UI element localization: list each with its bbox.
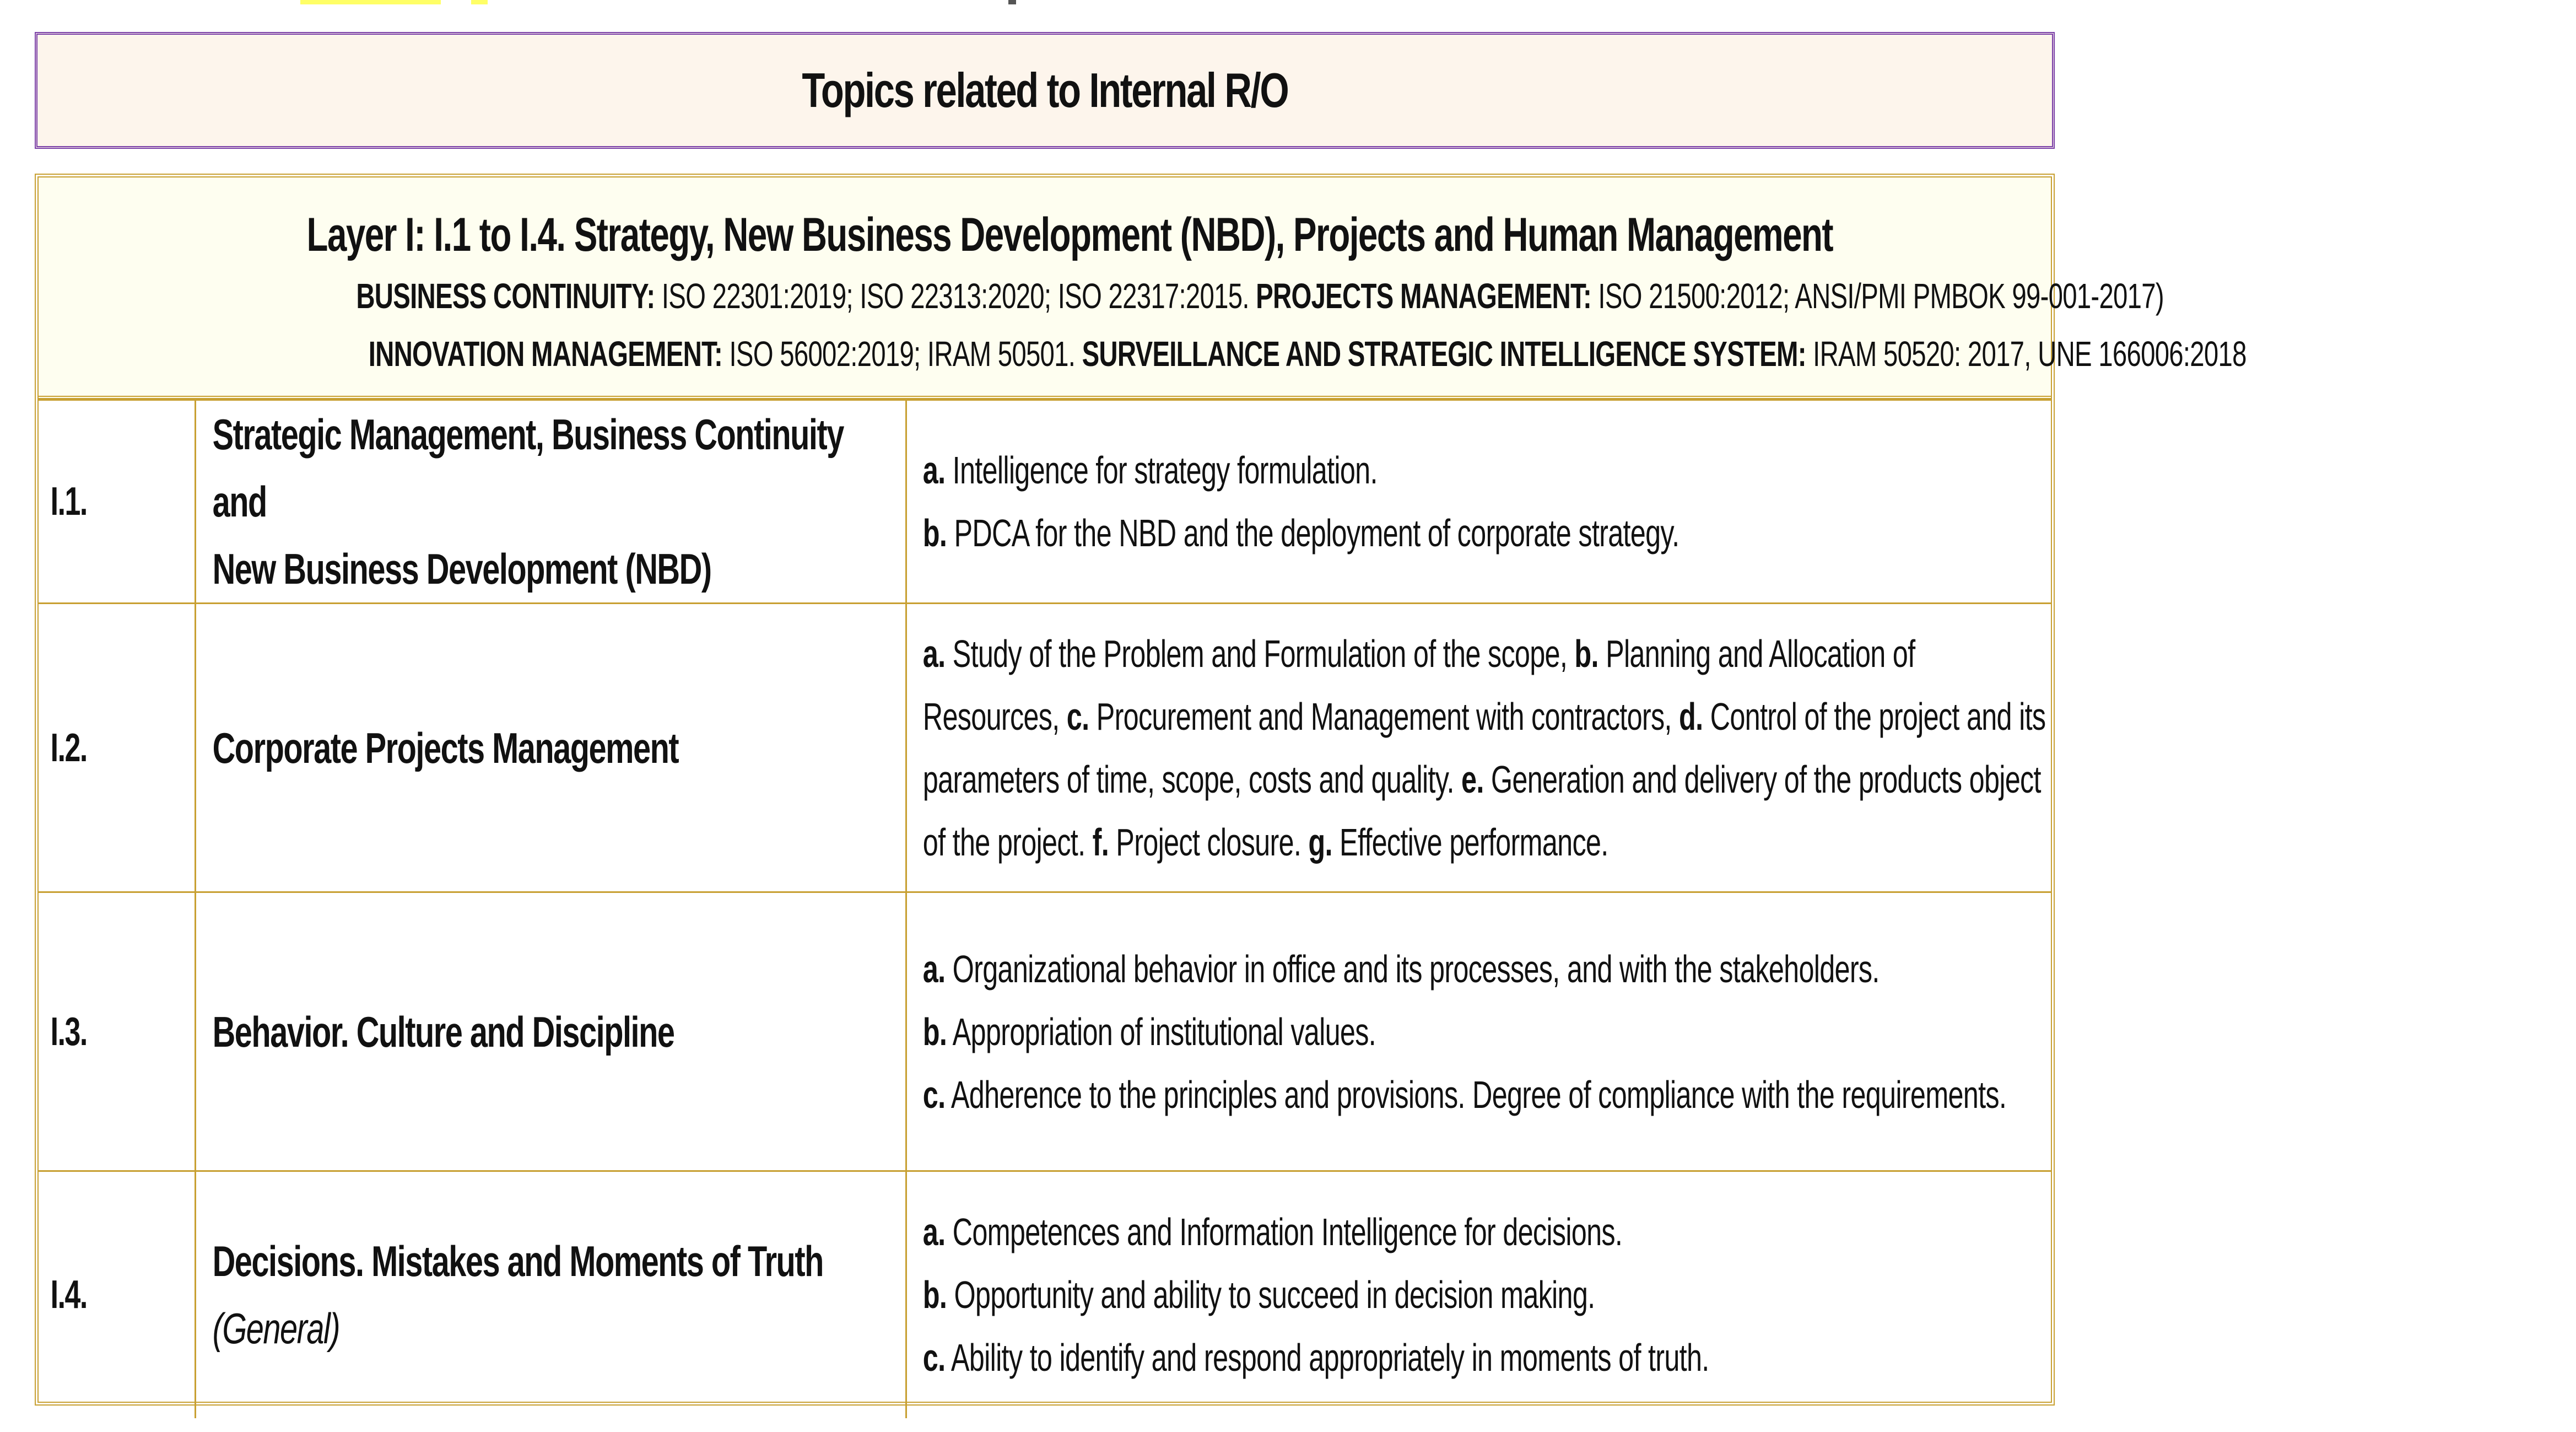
layer-table [35, 174, 2246, 1406]
standard-label: INNOVATION MANAGEMENT: [368, 334, 723, 374]
topic-title: Corporate Projects Management [212, 723, 678, 772]
topic-description [907, 439, 2050, 564]
list-item: a. Organizational behavior in office and its processes, and with the stakeholders. [922, 947, 1880, 990]
topic-title: Strategic Management, Business Continuity and New Business Development (NBD) [212, 410, 844, 593]
table-row [39, 400, 2051, 604]
title-box [35, 32, 2055, 149]
list-item: a. Study of the Problem and Formulation of the scope, b. Planning and Allocation of [922, 632, 1915, 675]
standard-label: BUSINESS CONTINUITY: [356, 276, 655, 316]
row-number: I.4. [50, 1273, 87, 1317]
layer-header [39, 177, 2246, 399]
list-item: b. PDCA for the NBD and the deployment of corporate strategy. [922, 512, 1679, 555]
list-item: Resources, c. Procurement and Management with contractors, d. Control of the project and its [922, 695, 2045, 738]
topic-title: Decisions. Mistakes and Moments of Truth (General) [196, 1228, 885, 1362]
list-item: a. Intelligence for strategy formulation. [922, 449, 1378, 492]
topic-description [907, 1200, 2050, 1389]
topic-note: (General) [212, 1304, 339, 1353]
layer-title: Layer I: I.1 to I.4. Strategy, New Business Development (NBD), Projects and Human Management [306, 208, 1833, 261]
topics-table [39, 399, 2051, 1418]
standard-text: ISO 56002:2019; IRAM 50501. [722, 334, 1082, 374]
list-item: b. Opportunity and ability to succeed in decision making. [922, 1273, 1595, 1317]
table-row [39, 892, 2051, 1171]
standard-text: ISO 22301:2019; ISO 22313:2020; ISO 22317:2015. [655, 276, 1256, 316]
list-item: c. Ability to identify and respond appropriately in moments of truth. [922, 1336, 1709, 1380]
list-item: parameters of time, scope, costs and quality. e. Generation and delivery of the products object [922, 757, 2041, 801]
page-title: Topics related to Internal R/O [801, 63, 1288, 117]
topic-title: Behavior. Culture and Discipline [212, 1007, 674, 1056]
standards-line-2 [369, 333, 2246, 374]
standard-text: IRAM 50520: 2017, UNE 166006:2018 [1806, 334, 2246, 374]
topic-description [907, 622, 2050, 874]
text-fragment [1008, 0, 1016, 4]
table-row [39, 1171, 2051, 1418]
standard-label: SURVEILLANCE AND STRATEGIC INTELLIGENCE SYSTEM: [1082, 334, 1806, 374]
list-item: a. Competences and Information Intelligence for decisions. [922, 1210, 1622, 1254]
top-strip [0, 0, 2096, 11]
row-number: I.3. [50, 1009, 87, 1054]
list-item: b. Appropriation of institutional values. [922, 1010, 1376, 1053]
standard-label: PROJECTS MANAGEMENT: [1256, 276, 1591, 316]
list-item: c. Adherence to the principles and provisions. Degree of compliance with the requirements. [922, 1073, 2006, 1116]
table-row [39, 604, 2051, 892]
row-number: I.1. [50, 480, 87, 524]
highlight-mark [471, 0, 488, 4]
topic-description [907, 938, 2050, 1126]
standard-text: ISO 21500:2012; ANSI/PMI PMBOK 99-001-2017) [1591, 276, 2164, 316]
row-number: I.2. [50, 725, 87, 770]
list-item: of the project. f. Project closure. g. Effective performance. [922, 820, 1608, 864]
standards-line-1 [356, 276, 2164, 316]
highlight-mark [300, 0, 441, 4]
